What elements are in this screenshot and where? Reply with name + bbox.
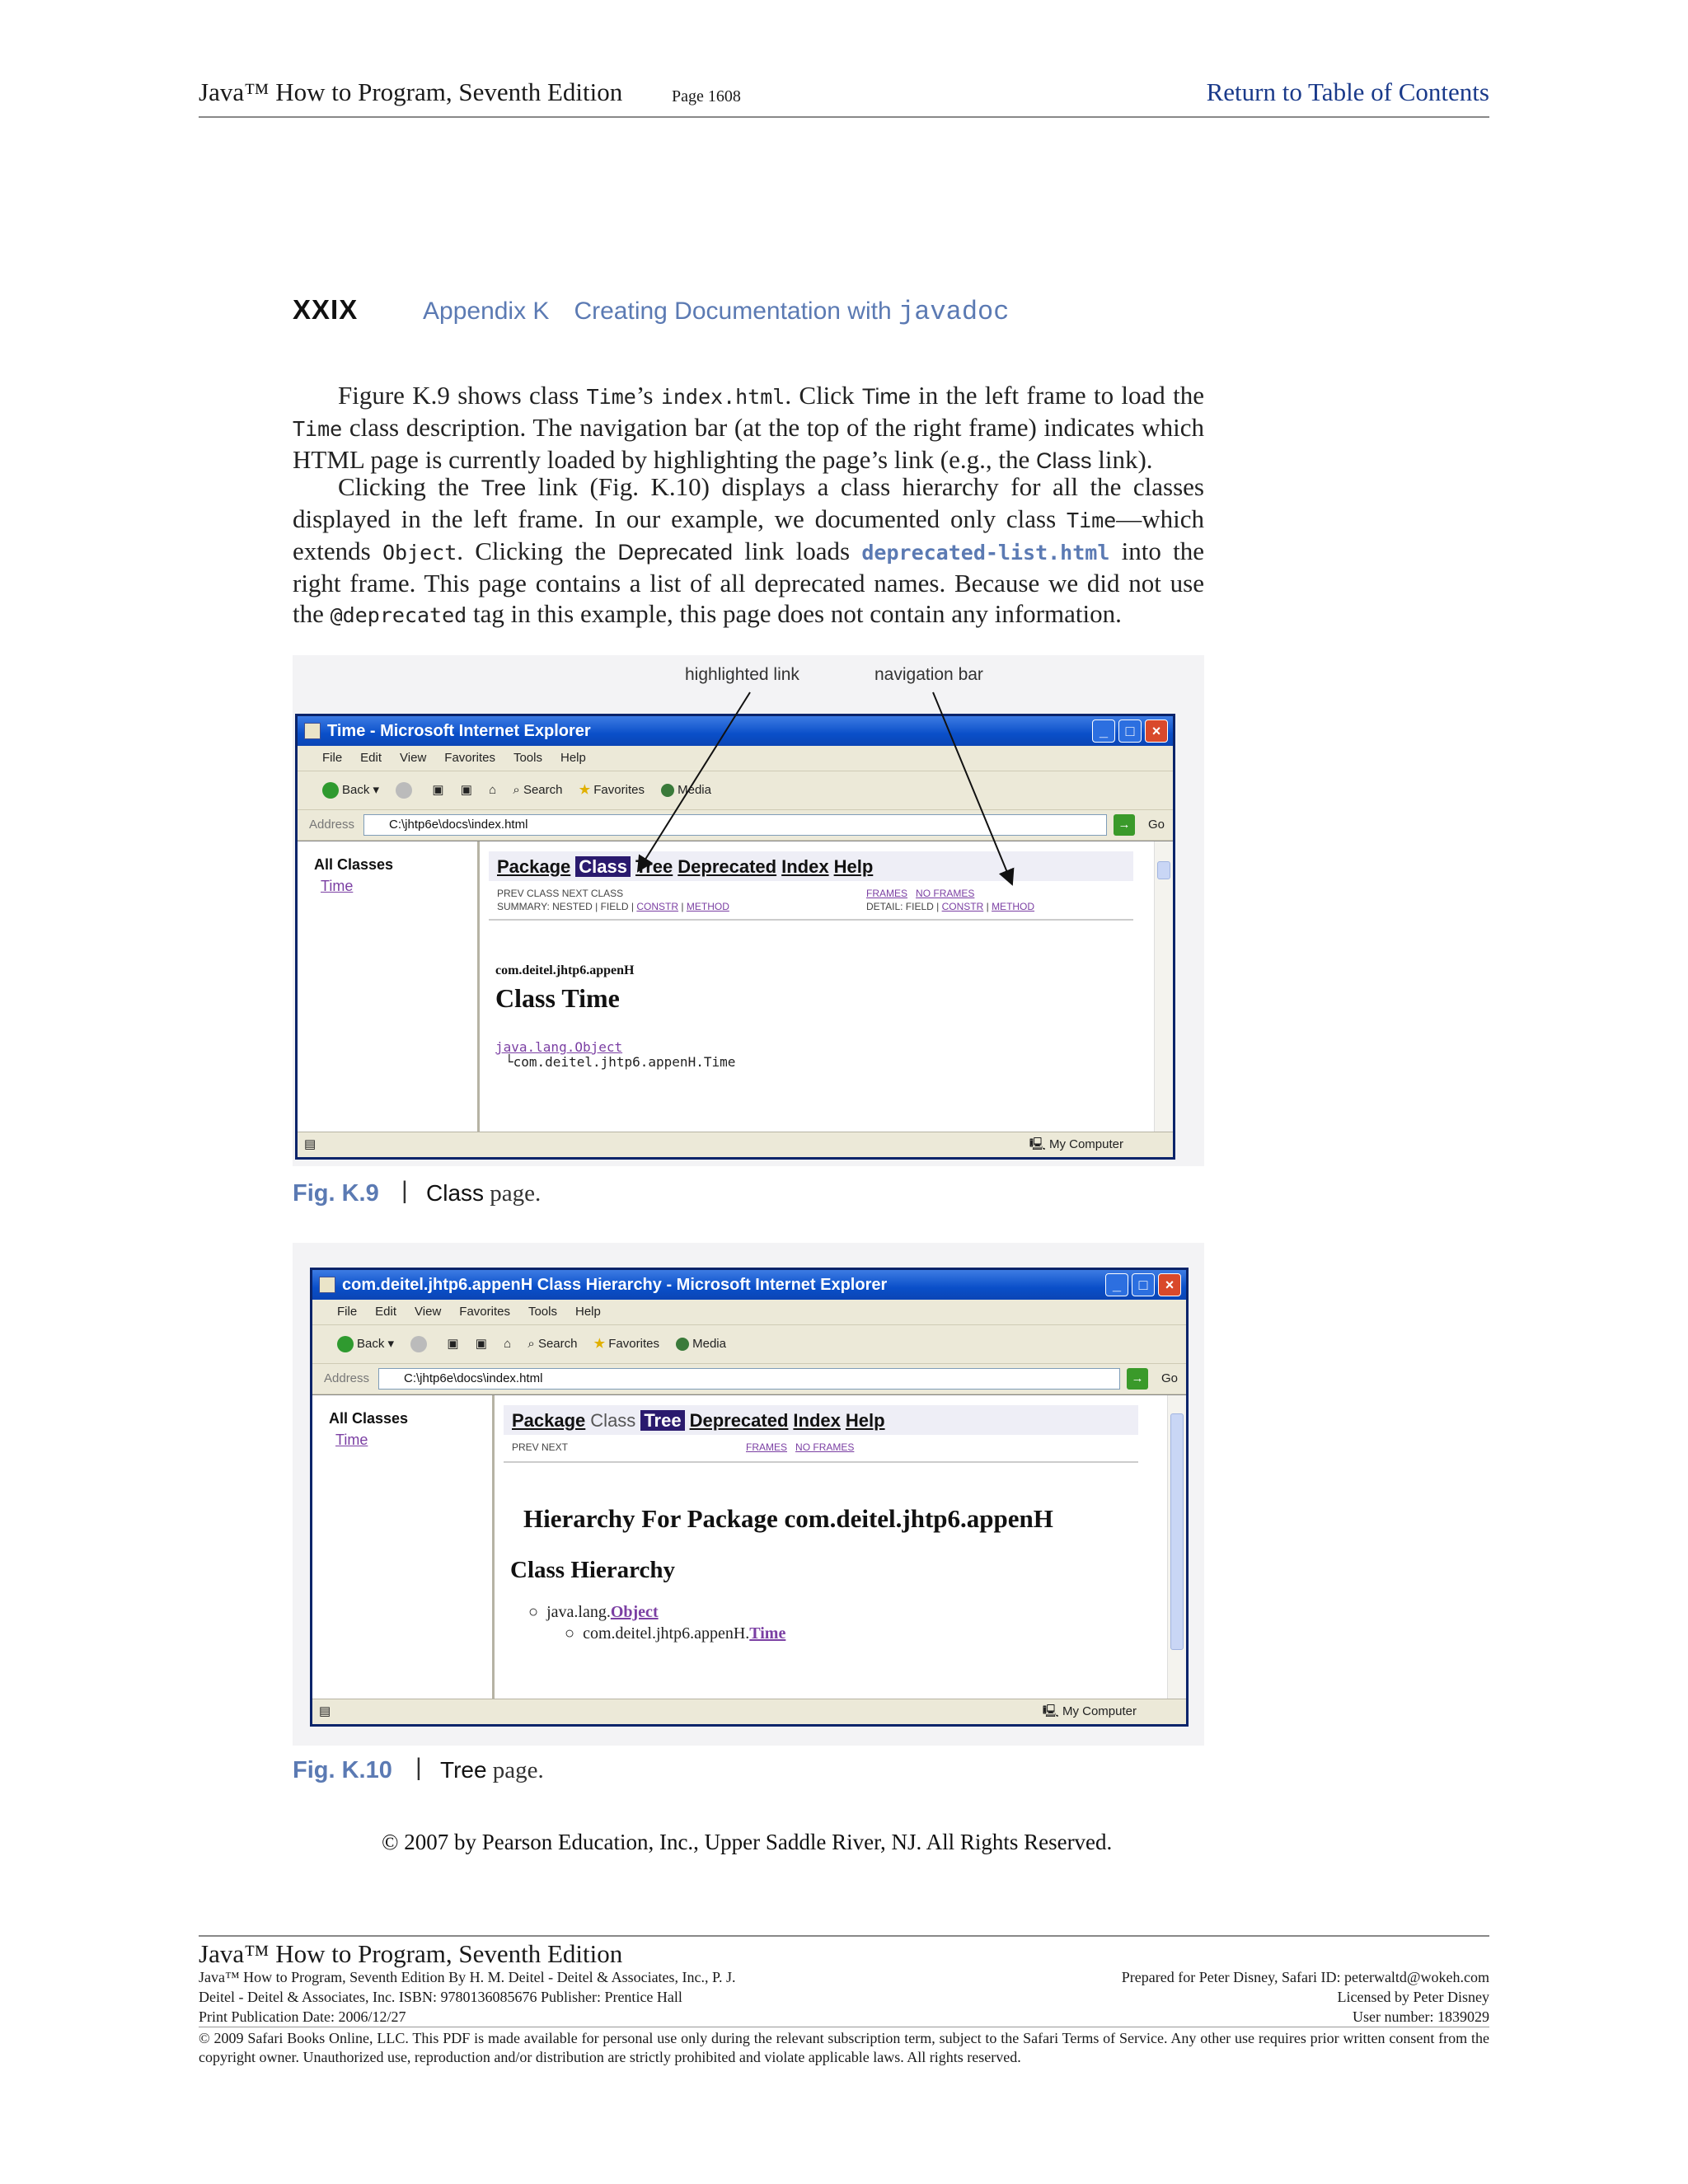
menu-help[interactable]: Help [560,751,586,765]
scroll-thumb[interactable] [1170,1413,1184,1650]
nav-divider [504,1461,1138,1463]
time-class-link[interactable]: Time [321,878,354,894]
nav-index[interactable]: Index [781,856,829,877]
time-link[interactable]: Time [749,1624,786,1643]
close-button[interactable]: × [1158,1273,1181,1296]
window-title-bar [312,1270,1186,1300]
detail-links: DETAIL: FIELD | CONSTR | METHOD [866,901,1035,912]
back-button[interactable]: Back ▾ [337,1337,394,1351]
menu-edit[interactable]: Edit [375,1305,397,1319]
star-icon: ★ [579,783,591,797]
ie-window-tree-page [310,1268,1189,1727]
nav-deprecated[interactable]: Deprecated [689,1410,789,1431]
summary-constr-link[interactable]: CONSTR [636,901,679,912]
home-button[interactable]: ⌂ [504,1337,512,1351]
forward-button[interactable] [410,1337,430,1351]
page-icon: ▤ [304,1137,316,1151]
figure-k9-separator: | [401,1177,408,1204]
nav-help[interactable]: Help [845,1410,885,1431]
figure-k10-number: Fig. K.10 [293,1757,392,1783]
prev-next-class[interactable]: PREV CLASS NEXT CLASS [497,888,624,899]
menu-file[interactable]: File [322,751,343,765]
menu-favorites[interactable]: Favorites [444,751,495,765]
menu-edit[interactable]: Edit [360,751,382,765]
ie-icon [319,1277,335,1293]
footer-prepared-for: Prepared for Peter Disney, Safari ID: peterwaltd@wokeh.com [1121,1969,1489,1985]
media-icon [676,1338,689,1351]
footer-pub-date: Print Publication Date: 2006/12/27 [199,2008,406,2025]
toc-link[interactable]: Return to Table of Contents [1206,77,1489,106]
nav-package[interactable]: Package [512,1410,586,1431]
callout-highlighted-link: highlighted link [685,665,799,684]
figure-k10-separator: | [415,1754,422,1781]
no-frames-link[interactable]: NO FRAMES [916,888,975,899]
search-button[interactable]: ⌕ Search [513,783,563,797]
detail-constr-link[interactable]: CONSTR [941,901,984,912]
footer-authors: Java™ How to Program, Seventh Edition By H. M. Deitel - Deitel & Associates, Inc., P. J. [199,1969,736,1985]
all-classes-heading: All Classes [314,856,394,873]
go-label[interactable]: Go [1160,1371,1178,1385]
menu-tools[interactable]: Tools [528,1305,557,1319]
address-input[interactable]: C:\jhtp6e\docs\index.html [378,1368,1120,1390]
back-arrow-icon [337,1336,354,1352]
menu-bar [312,1300,1186,1325]
window-title: com.deitel.jhtp6.appenH Class Hierarchy - Microsoft Internet Explorer [342,1276,888,1294]
maximize-button[interactable]: □ [1132,1273,1155,1296]
page-icon: ▤ [319,1704,331,1718]
arrow-to-navigation-bar [933,692,1012,884]
left-frame [312,1395,495,1699]
footer-legal: © 2009 Safari Books Online, LLC. This PDF is made available for personal use only during the relevant subscription term, subject to the Safari Terms of Service. Any other use requires prior written consent from the copyright owner. Unauthorized use, reproduction and/or distribution are strictly prohibited and violate applicable laws. All rights reserved. [199,2030,1489,2065]
frames-link[interactable]: FRAMES [746,1441,788,1453]
back-button[interactable]: Back ▾ [322,783,379,797]
appendix-label: Appendix K [423,298,550,325]
close-button[interactable]: × [1145,719,1168,743]
hierarchy-item-object: ○ java.lang.Object [528,1603,659,1621]
browser-content [312,1394,1186,1699]
vertical-scrollbar[interactable] [1167,1395,1186,1699]
refresh-button[interactable]: ▣ [460,783,472,797]
go-arrow-icon[interactable]: → [1127,1368,1148,1390]
tool-bar [312,1325,1186,1364]
prev-next[interactable]: PREV NEXT [512,1441,569,1453]
package-name: com.deitel.jhtp6.appenH [495,963,635,977]
nav-help[interactable]: Help [833,856,874,877]
window-title: Time - Microsoft Internet Explorer [327,722,591,740]
footer-user-number: User number: 1839029 [1353,2008,1489,2025]
roman-page-number: XXIX [293,294,359,325]
media-button[interactable]: Media [676,1337,726,1351]
menu-favorites[interactable]: Favorites [459,1305,510,1319]
summary-method-link[interactable]: METHOD [686,901,729,912]
nav-tree-highlighted[interactable]: Tree [640,1410,684,1431]
search-button[interactable]: ⌕ Search [528,1337,578,1351]
menu-view[interactable]: View [400,751,427,765]
class-hierarchy-heading: Class Hierarchy [510,1557,676,1583]
footer-isbn: Deitel - Deitel & Associates, Inc. ISBN: 9780136085676 Publisher: Prentice Hall [199,1989,682,2005]
go-arrow-icon[interactable]: → [1114,814,1135,836]
favorites-button[interactable]: ★ Favorites [579,783,645,797]
paragraph-1: Figure K.9 shows class Time’s index.html. Click Time in the left frame to load the Time class description. The navigation bar (at the top of the right frame) indicates which HTML page is currently loaded by highlighting the page’s link (e.g., the Class link). [293,381,1204,474]
arrow-to-highlighted-link [638,692,750,871]
nav-class-highlighted[interactable]: Class [575,856,631,877]
menu-help[interactable]: Help [575,1305,601,1319]
maximize-button[interactable]: □ [1118,719,1142,743]
go-label[interactable]: Go [1147,818,1165,832]
menu-view[interactable]: View [415,1305,442,1319]
address-label: Address [324,1371,370,1385]
nav-links [512,1410,890,1432]
address-input[interactable]: C:\jhtp6e\docs\index.html [363,814,1107,836]
page-number: Page 1608 [672,87,741,105]
no-frames-link[interactable]: NO FRAMES [795,1441,855,1453]
java-lang-object-link[interactable]: java.lang.Object [495,1039,623,1055]
nav-deprecated[interactable]: Deprecated [678,856,777,877]
appendix-title: Creating Documentation with [574,298,892,325]
all-classes-heading: All Classes [329,1410,409,1427]
minimize-button[interactable]: _ [1092,719,1115,743]
subclass-entry: └com.deitel.jhtp6.appenH.Time [505,1054,736,1070]
nav-package[interactable]: Package [497,856,571,877]
menu-tools[interactable]: Tools [513,751,542,765]
book-title: Java™ How to Program, Seventh Edition [199,77,623,106]
hierarchy-item-time: ○ com.deitel.jhtp6.appenH.Time [565,1624,786,1643]
stop-button[interactable]: ▣ [432,783,444,797]
time-class-link[interactable]: Time [335,1432,368,1448]
nav-index[interactable]: Index [793,1410,841,1431]
detail-method-link[interactable]: METHOD [992,901,1035,912]
minimize-button[interactable]: _ [1105,1273,1128,1296]
menu-file[interactable]: File [337,1305,358,1319]
summary-links: SUMMARY: NESTED | FIELD | CONSTR | METHOD [497,901,729,912]
object-link[interactable]: Object [610,1603,659,1621]
favorites-button[interactable]: ★ Favorites [593,1337,659,1351]
callout-navigation-bar: navigation bar [874,665,983,684]
hierarchy-heading: Hierarchy For Package com.deitel.jhtp6.appenH [523,1504,1053,1533]
star-icon: ★ [593,1337,606,1351]
stop-button[interactable]: ▣ [447,1337,459,1351]
footer-licensed-by: Licensed by Peter Disney [1337,1989,1489,2005]
footer-book-title: Java™ How to Program, Seventh Edition [199,1939,623,1968]
status-zone: 🖳 My Computer [1042,1704,1137,1718]
nav-tree[interactable]: Tree [635,856,673,877]
address-bar [312,1364,1186,1394]
class-time-heading: Class Time [495,983,620,1013]
figure-k9-number: Fig. K.9 [293,1180,379,1207]
frames-link[interactable]: FRAMES [866,888,908,899]
nav-class: Class [590,1410,636,1431]
appendix-title-code: javadoc [898,297,1010,327]
figure-k10-caption: Tree page. [440,1757,544,1783]
forward-arrow-icon [410,1336,427,1352]
media-button[interactable]: Media [661,783,711,797]
figure-k9-caption: Class page. [426,1180,542,1207]
address-label: Address [309,818,355,832]
paragraph-2: Clicking the Tree link (Fig. K.10) displays a class hierarchy for all the classes displayed in the left frame. In our example, we documented only class Time—which extends Object. Clicking the Deprecated link loads deprecated-list.html into the right frame. This page contains a list of all deprecated names. Because we did not use the @deprecated tag in this example, this page does not contain any information. [293,472,1204,628]
frames-links [746,1441,854,1453]
copyright-notice: © 2007 by Pearson Education, Inc., Upper Saddle River, NJ. All Rights Reserved. [382,1830,1113,1854]
footer-divider [199,1935,1489,1937]
home-button[interactable]: ⌂ [489,783,497,797]
refresh-button[interactable]: ▣ [475,1337,487,1351]
status-zone: 🖳 My Computer [1029,1137,1123,1151]
status-bar [312,1699,1186,1724]
